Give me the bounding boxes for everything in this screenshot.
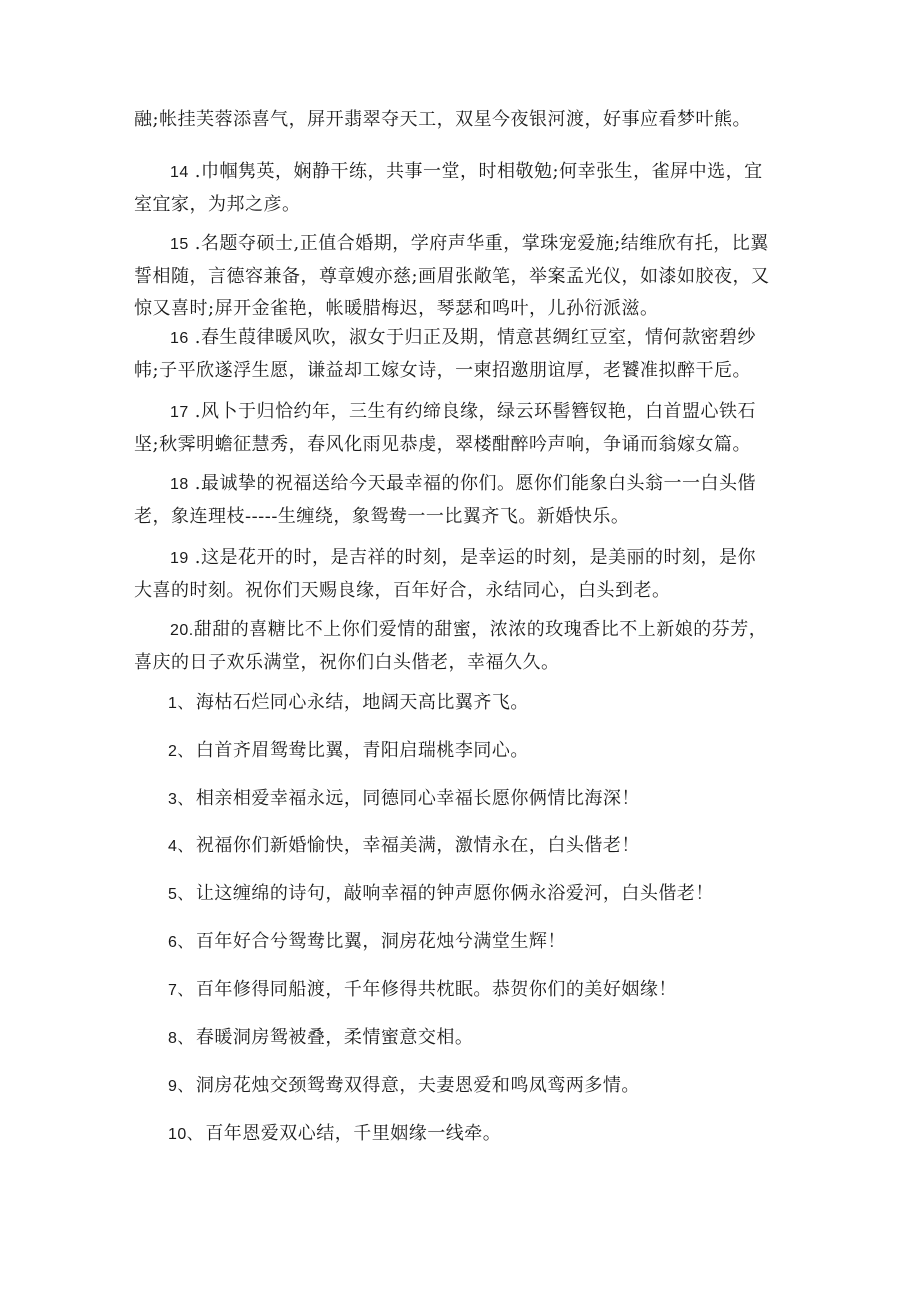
paragraph-text: .最诚挚的祝福送给今天最幸福的你们。愿你们能象白头翁一一白头偕老，象连理枝-----生缠绕，象鸳鸯一一比翼齐飞。新婚快乐。 [134,473,757,527]
list-item [168,831,788,862]
list-item-number: 4、 [168,838,194,855]
list-item [168,1119,788,1150]
list-item [168,1071,788,1102]
paragraph-number: 18 [170,476,189,493]
paragraph-15 [134,228,774,325]
list-item-text: 洞房花烛交颈鸳鸯双得意，夫妻恩爱和鸣凤鸾两多情。 [195,1075,640,1096]
paragraph-text: .名题夺硕士,正值合婚期，学府声华重，掌珠宠爱施;结维欣有托，比翼誓相随，言德容兼备，尊章嫂亦慈;画眉张敞笔，举案孟光仪，如漆如胶夜，又惊又喜时;屏开金雀艳，帐暖腊梅迟，琴瑟和鸣叶，儿孙衍派滋。 [134,233,770,319]
list-item-number: 5、 [168,886,194,903]
list-item-number: 2、 [168,743,194,760]
paragraph-20 [134,614,774,679]
list-item-text: 相亲相爱幸福永远，同德同心幸福长愿你俩情比海深！ [195,788,640,809]
list-item [168,688,788,719]
paragraph-18 [134,468,774,533]
list-item-text: 春暖洞房鸳被叠，柔情蜜意交相。 [195,1027,474,1048]
paragraph-number: 20. [170,622,194,639]
list-item-text: 祝福你们新婚愉快，幸福美满，激情永在，白头偕老！ [195,835,640,856]
list-item-number: 7、 [168,982,194,999]
paragraph-number: 15 [170,236,189,253]
list-item-text: 百年恩爱双心结，千里姻缘一线牵。 [205,1123,502,1144]
list-item-number: 10、 [168,1126,204,1143]
paragraph-number: 19 [170,550,189,567]
paragraph-19 [134,542,774,607]
list-item-text: 让这缠绵的诗句，敲响幸福的钟声愿你俩永浴爱河，白头偕老！ [195,883,714,904]
list-item [168,879,788,910]
list-item [168,1023,788,1054]
paragraph-number: 14 [170,164,189,181]
list-item-number: 9、 [168,1078,194,1095]
list-item [168,975,788,1006]
list-item-text: 海枯石烂同心永结，地阔天高比翼齐飞。 [195,692,529,713]
paragraph-14 [134,156,774,221]
list-item-text: 百年修得同船渡，千年修得共枕眠。恭贺你们的美好姻缘！ [195,979,677,1000]
paragraph-13-continuation [134,104,774,136]
list-item-number: 1、 [168,695,194,712]
paragraph-text: 甜甜的喜糖比不上你们爱情的甜蜜，浓浓的玫瑰香比不上新娘的芬芳，喜庆的日子欢乐满堂，祝你们白头偕老，幸福久久。 [134,619,768,673]
paragraph-text: 融;帐挂芙蓉添喜气，屏开翡翠夺天工，双星今夜银河渡，好事应看梦叶熊。 [134,109,752,130]
list-item-text: 白首齐眉鸳鸯比翼，青阳启瑞桃李同心。 [195,740,529,761]
paragraph-text: .巾帼隽英，娴静干练，共事一堂，时相敬勉;何幸张生，雀屏中选，宜室宜家，为邦之彦。 [134,161,763,215]
paragraph-16 [134,322,774,387]
list-item [168,736,788,767]
list-item-number: 8、 [168,1030,194,1047]
paragraph-text: .风卜于归恰约年，三生有约缔良缘，绿云环髻簪钗艳，白首盟心铁石坚;秋霁明蟾征慧秀，春风化雨见恭虔，翠楼酣醉吟声响，争诵而翁嫁女篇。 [134,401,757,455]
paragraph-number: 17 [170,404,189,421]
paragraph-17 [134,396,774,461]
list-item [168,927,788,958]
list-item [168,784,788,815]
list-item-number: 3、 [168,791,194,808]
paragraph-number: 16 [170,330,189,347]
list-item-text: 百年好合兮鸳鸯比翼，洞房花烛兮满堂生辉！ [195,931,566,952]
paragraph-text: .这是花开的时，是吉祥的时刻，是幸运的时刻，是美丽的时刻，是你大喜的时刻。祝你们天赐良缘，百年好合，永结同心，白头到老。 [134,547,757,601]
list-item-number: 6、 [168,934,194,951]
paragraph-text: .春生葭律暖风吹，淑女于归正及期，情意甚绸红豆室，情何款密碧纱帏;子平欣遂浮生愿，谦益却工嫁女诗，一柬招邀朋谊厚，老饕准拟醉干卮。 [134,327,757,381]
